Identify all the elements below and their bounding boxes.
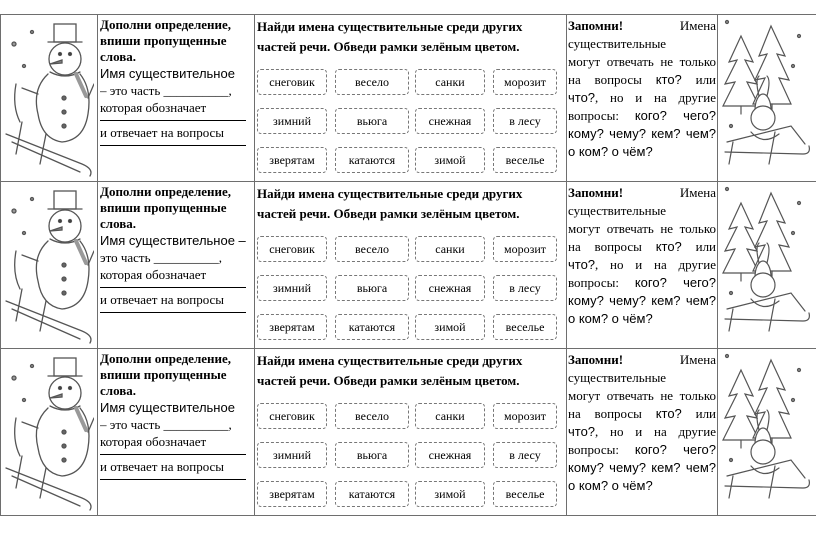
word-chip[interactable]: морозит [493, 69, 557, 95]
word-chip[interactable]: санки [415, 403, 485, 429]
rule-line: могут отвечать не только на вопросы [568, 54, 716, 87]
rule-line: , но и на другие вопросы: [568, 424, 716, 457]
definition-questions: и отвечает на вопросы [100, 125, 225, 140]
rule-question: кто? [655, 406, 682, 421]
word-chip[interactable]: катаются [335, 147, 409, 173]
rule-line: или [695, 239, 716, 254]
rule-line: могут отвечать не только на вопросы [568, 221, 716, 254]
word-chip[interactable]: зимний [257, 108, 327, 134]
definition-cell [100, 181, 252, 351]
definition-title: Дополни определение, впиши пропущенные слова. [100, 184, 232, 231]
definition-term: Имя существительное – [100, 233, 246, 248]
word-chip[interactable]: зимой [415, 314, 485, 340]
rule-heading-tail: Имена [679, 352, 716, 367]
definition-meaning: которая обозначает [100, 434, 207, 449]
definition-title: Дополни определение, впиши пропущенные слова. [100, 351, 232, 398]
rule-question: что? [568, 90, 596, 105]
word-chip[interactable]: веселье [493, 314, 557, 340]
rule-line: или [695, 72, 716, 87]
task-title: Найди имена существительные среди других частей речи. Обведи рамки зелёным цветом. [257, 186, 523, 221]
definition-questions: и отвечает на вопросы [100, 292, 225, 307]
bunny-sled-winter-trees-icon [719, 14, 814, 181]
definition-term: Имя существительное [100, 400, 235, 415]
word-chip[interactable]: снежная [415, 108, 485, 134]
rule-question: что? [568, 424, 596, 439]
table-column-border [254, 14, 255, 515]
word-chip[interactable]: снежная [415, 442, 485, 468]
rule-heading-tail: Имена [679, 18, 716, 33]
rule-text [568, 17, 716, 161]
word-chip[interactable]: зимний [257, 275, 327, 301]
word-chip[interactable]: весело [335, 403, 409, 429]
rule-heading-tail: Имена [679, 185, 716, 200]
word-chip[interactable]: вьюга [335, 275, 409, 301]
definition-meaning: которая обозначает [100, 100, 207, 115]
rule-heading: Запомни! [568, 352, 624, 367]
worksheet-row [0, 181, 816, 348]
rule-question: кто? [655, 72, 682, 87]
snowman-sled-picture [2, 181, 94, 348]
rule-text [568, 184, 716, 328]
definition-questions: и отвечает на вопросы [100, 459, 225, 474]
bunny-sled-picture [719, 348, 814, 515]
word-selection-cell [257, 14, 564, 184]
word-chip[interactable]: санки [415, 69, 485, 95]
word-chip[interactable]: катаются [335, 481, 409, 507]
task-title: Найди имена существительные среди других частей речи. Обведи рамки зелёным цветом. [257, 353, 523, 388]
word-selection-cell [257, 348, 564, 518]
table-column-border [97, 14, 98, 515]
snowman-sled-drawing-icon [2, 181, 94, 348]
snowman-sled-picture [2, 14, 94, 181]
bunny-sled-winter-trees-icon [719, 181, 814, 348]
word-selection-cell [257, 181, 564, 351]
answer-line[interactable] [100, 479, 246, 480]
word-chip[interactable]: вьюга [335, 108, 409, 134]
table-row-border [0, 181, 816, 182]
rule-cell [568, 181, 716, 351]
task-title: Найди имена существительные среди других частей речи. Обведи рамки зелёным цветом. [257, 19, 523, 54]
word-chip[interactable]: весело [335, 236, 409, 262]
table-row-border [0, 348, 816, 349]
word-chip[interactable]: веселье [493, 147, 557, 173]
definition-meaning: которая обозначает [100, 267, 207, 282]
table-row-border [0, 14, 816, 15]
answer-line[interactable] [100, 145, 246, 146]
snowman-sled-drawing-icon [2, 14, 94, 181]
word-chip[interactable]: санки [415, 236, 485, 262]
definition-term: Имя существительное [100, 66, 235, 81]
table-column-border [566, 14, 567, 515]
word-chip[interactable]: катаются [335, 314, 409, 340]
rule-heading: Запомни! [568, 185, 624, 200]
rule-text [568, 351, 716, 495]
rule-cell [568, 14, 716, 184]
snowman-sled-drawing-icon [2, 348, 94, 515]
answer-line[interactable] [100, 312, 246, 313]
definition-part-of-speech: – это часть __________, [100, 417, 232, 432]
word-chip[interactable]: снеговик [257, 403, 327, 429]
rule-question: что? [568, 257, 596, 272]
bunny-sled-picture [719, 14, 814, 181]
word-chip[interactable]: зверятам [257, 314, 327, 340]
rule-line: существительные [568, 370, 667, 385]
rule-question: кого? чего? кому? чему? кем? чем? о ком? о чём? [568, 442, 716, 493]
definition-cell [100, 14, 252, 184]
rule-question: кто? [655, 239, 682, 254]
word-chip[interactable]: зверятам [257, 481, 327, 507]
bunny-sled-winter-trees-icon [719, 348, 814, 515]
definition-cell [100, 348, 252, 518]
word-chip[interactable]: снеговик [257, 69, 327, 95]
answer-line[interactable] [100, 120, 246, 121]
definition-title: Дополни определение, впиши пропущенные слова. [100, 17, 232, 64]
table-column-border [717, 14, 718, 515]
word-chip[interactable]: вьюга [335, 442, 409, 468]
word-chip[interactable]: снежная [415, 275, 485, 301]
rule-line: или [695, 406, 716, 421]
definition-part-of-speech: это часть __________, [100, 250, 223, 265]
word-chip[interactable]: зимний [257, 442, 327, 468]
rule-line: , но и на другие вопросы: [568, 257, 716, 290]
rule-line: существительные [568, 203, 667, 218]
word-chip[interactable]: в лесу [493, 108, 557, 134]
answer-line[interactable] [100, 454, 246, 455]
word-chip[interactable]: зимой [415, 147, 485, 173]
rule-cell [568, 348, 716, 518]
snowman-sled-picture [2, 348, 94, 515]
worksheet-row [0, 348, 816, 515]
word-chip[interactable]: морозит [493, 403, 557, 429]
table-column-border [0, 14, 1, 515]
table-row-border [0, 515, 816, 516]
word-chip[interactable]: в лесу [493, 275, 557, 301]
word-chip[interactable]: веселье [493, 481, 557, 507]
rule-question: кого? чего? кому? чему? кем? чем? о ком? о чём? [568, 108, 716, 159]
word-chip[interactable]: зимой [415, 481, 485, 507]
answer-line[interactable] [100, 287, 246, 288]
rule-heading: Запомни! [568, 18, 624, 33]
rule-line: могут отвечать не только на вопросы [568, 388, 716, 421]
rule-line: , но и на другие вопросы: [568, 90, 716, 123]
word-chip[interactable]: весело [335, 69, 409, 95]
word-chip[interactable]: снеговик [257, 236, 327, 262]
word-chip[interactable]: зверятам [257, 147, 327, 173]
bunny-sled-picture [719, 181, 814, 348]
definition-part-of-speech: – это часть __________, [100, 83, 232, 98]
worksheet-row [0, 14, 816, 181]
word-chip[interactable]: морозит [493, 236, 557, 262]
rule-line: существительные [568, 36, 667, 51]
rule-question: кого? чего? кому? чему? кем? чем? о ком? о чём? [568, 275, 716, 326]
word-chip[interactable]: в лесу [493, 442, 557, 468]
